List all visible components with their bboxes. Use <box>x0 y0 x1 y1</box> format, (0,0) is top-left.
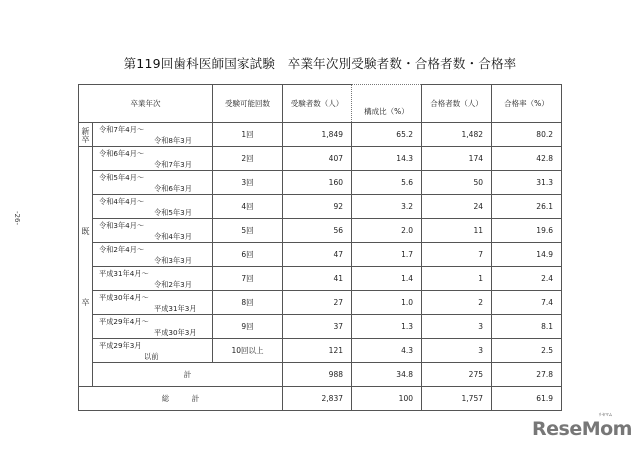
table-row <box>79 267 562 291</box>
total-row <box>79 387 562 411</box>
passers-cell: 50 <box>422 171 492 195</box>
share-cell: 65.2 <box>352 123 422 147</box>
passers-cell: 3 <box>422 339 492 363</box>
examinees-cell: 160 <box>283 171 352 195</box>
group-past-grad <box>79 147 93 387</box>
subtotal-label: 計 <box>93 363 283 387</box>
table-row <box>79 219 562 243</box>
attempts-cell: 1回 <box>213 123 283 147</box>
period-to: 令和8年3月 <box>154 135 192 145</box>
examinees-cell: 92 <box>283 195 352 219</box>
table-row <box>79 147 562 171</box>
pass-rate-cell: 7.4 <box>492 291 562 315</box>
header-passers: 合格者数（人） <box>422 85 492 123</box>
total-examinees: 2,837 <box>283 387 352 411</box>
attempts-cell: 4回 <box>213 195 283 219</box>
pass-rate-cell: 19.6 <box>492 219 562 243</box>
attempts-cell: 7回 <box>213 267 283 291</box>
attempts-cell: 9回 <box>213 315 283 339</box>
header-examinees: 受験者数（人） <box>283 85 352 123</box>
period-to: 平成31年3月 <box>154 303 197 313</box>
passers-cell: 7 <box>422 243 492 267</box>
attempts-cell: 8回 <box>213 291 283 315</box>
examinees-cell: 27 <box>283 291 352 315</box>
grad-period <box>93 171 213 195</box>
pass-rate-cell: 31.3 <box>492 171 562 195</box>
period-from: 平成31年4月～ <box>99 268 149 278</box>
table-row <box>79 123 562 147</box>
table-row <box>79 243 562 267</box>
grad-period <box>93 291 213 315</box>
table-row <box>79 171 562 195</box>
passers-cell: 174 <box>422 147 492 171</box>
examinees-cell: 37 <box>283 315 352 339</box>
logo-kana: リセマム <box>598 412 612 417</box>
share-cell: 1.7 <box>352 243 422 267</box>
examinees-cell: 407 <box>283 147 352 171</box>
examinees-cell: 41 <box>283 267 352 291</box>
total-share: 100 <box>352 387 422 411</box>
period-from: 平成29年4月～ <box>99 316 149 326</box>
pass-rate-cell: 26.1 <box>492 195 562 219</box>
grad-period <box>93 195 213 219</box>
table-row <box>79 195 562 219</box>
passers-cell: 2 <box>422 291 492 315</box>
header-grad-year: 卒業年次 <box>79 85 213 123</box>
pass-rate-cell: 2.5 <box>492 339 562 363</box>
page-number: -26- <box>12 211 21 225</box>
examinees-cell: 121 <box>283 339 352 363</box>
period-from: 令和5年4月～ <box>99 172 145 182</box>
subtotal-row <box>79 363 562 387</box>
period-to: 令和5年3月 <box>154 207 192 217</box>
pass-rate-cell: 8.1 <box>492 315 562 339</box>
total-pass-rate: 61.9 <box>492 387 562 411</box>
share-cell: 1.0 <box>352 291 422 315</box>
examinees-cell: 1,849 <box>283 123 352 147</box>
share-cell: 2.0 <box>352 219 422 243</box>
examinees-cell: 47 <box>283 243 352 267</box>
share-cell: 1.3 <box>352 315 422 339</box>
subtotal-pass-rate: 27.8 <box>492 363 562 387</box>
passers-cell: 1 <box>422 267 492 291</box>
header-attempts: 受験可能回数 <box>213 85 283 123</box>
period-to: 令和3年3月 <box>154 255 192 265</box>
page-title: 第119回歯科医師国家試験 卒業年次別受験者数・合格者数・合格率 <box>123 56 517 71</box>
group-new-grad: 新卒 <box>79 123 93 147</box>
grad-period <box>93 147 213 171</box>
share-cell: 3.2 <box>352 195 422 219</box>
period-to: 平成30年3月 <box>154 327 197 337</box>
attempts-cell: 6回 <box>213 243 283 267</box>
share-cell: 1.4 <box>352 267 422 291</box>
grad-period <box>93 219 213 243</box>
pass-rate-cell: 80.2 <box>492 123 562 147</box>
resemom-logo <box>532 412 632 440</box>
share-cell: 5.6 <box>352 171 422 195</box>
subtotal-examinees: 988 <box>283 363 352 387</box>
table-header-row <box>79 85 562 123</box>
period-from: 令和6年4月～ <box>99 148 145 158</box>
period-to: 令和6年3月 <box>154 183 192 193</box>
table-row <box>79 315 562 339</box>
period-to: 以前 <box>144 351 159 361</box>
header-pass-rate: 合格率（%） <box>492 85 562 123</box>
share-cell: 4.3 <box>352 339 422 363</box>
subtotal-passers: 275 <box>422 363 492 387</box>
grad-period <box>93 315 213 339</box>
examinees-cell: 56 <box>283 219 352 243</box>
attempts-cell: 2回 <box>213 147 283 171</box>
period-from: 令和4年4月～ <box>99 196 145 206</box>
total-label: 総 計 <box>79 387 283 411</box>
period-to: 令和2年3月 <box>154 279 192 289</box>
period-from: 令和3年4月～ <box>99 220 145 230</box>
group-label-1: 既 <box>81 226 90 236</box>
period-to: 令和4年3月 <box>154 231 192 241</box>
grad-period <box>93 267 213 291</box>
grad-period <box>93 123 213 147</box>
period-from: 平成30年4月～ <box>99 292 149 302</box>
subtotal-share: 34.8 <box>352 363 422 387</box>
table-row <box>79 291 562 315</box>
passers-cell: 11 <box>422 219 492 243</box>
pass-rate-cell: 14.9 <box>492 243 562 267</box>
logo-text: ReseMom <box>532 418 632 440</box>
table-row <box>79 339 562 363</box>
results-table <box>78 84 562 411</box>
period-from: 令和7年4月～ <box>99 124 145 134</box>
total-passers: 1,757 <box>422 387 492 411</box>
passers-cell: 3 <box>422 315 492 339</box>
attempts-cell: 5回 <box>213 219 283 243</box>
pass-rate-cell: 42.8 <box>492 147 562 171</box>
period-from: 令和2年4月～ <box>99 244 145 254</box>
header-share: 構成比（%） <box>352 85 422 123</box>
pass-rate-cell: 2.4 <box>492 267 562 291</box>
passers-cell: 24 <box>422 195 492 219</box>
period-from: 平成29年3月 <box>99 340 142 350</box>
period-to: 令和7年3月 <box>154 159 192 169</box>
passers-cell: 1,482 <box>422 123 492 147</box>
attempts-cell: 10回以上 <box>213 339 283 363</box>
grad-period <box>93 339 213 363</box>
share-cell: 14.3 <box>352 147 422 171</box>
attempts-cell: 3回 <box>213 171 283 195</box>
group-label-2: 卒 <box>81 297 90 307</box>
grad-period <box>93 243 213 267</box>
